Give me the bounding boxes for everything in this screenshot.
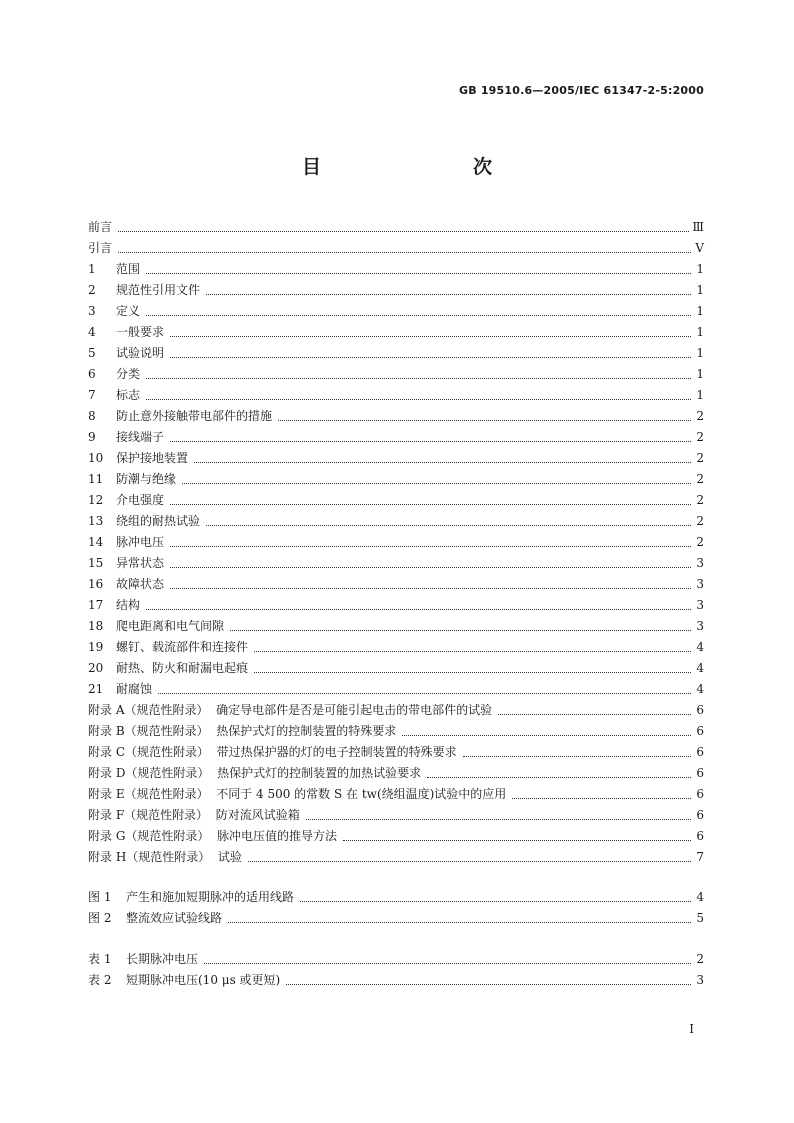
toc-entry-title — [88, 343, 164, 364]
toc-entry-number: 11 — [88, 472, 104, 486]
toc-entry[interactable] — [88, 763, 704, 784]
toc-entry-number: 12 — [88, 493, 104, 507]
dot-leader — [182, 482, 691, 484]
dot-leader — [286, 983, 691, 985]
dot-leader — [170, 545, 691, 547]
toc-entry-label: 附录 E（规范性附录） 不同于 4 500 的常数 S 在 tw(绕组温度)试验中的应用 — [88, 787, 507, 801]
toc-entry-page: 6 — [696, 724, 704, 738]
toc-entry-label: 结构 — [116, 598, 141, 612]
dot-leader — [194, 461, 691, 463]
toc-entry-page: 4 — [696, 890, 704, 904]
toc-entry[interactable] — [88, 280, 704, 301]
toc-entry-title — [88, 763, 421, 784]
toc-entry-page: 2 — [696, 952, 704, 966]
toc-entry-title — [88, 553, 164, 574]
toc-entry-label: 定义 — [116, 304, 141, 318]
toc-entry-number: 18 — [88, 619, 104, 633]
toc-entry-page: 4 — [696, 661, 704, 675]
dot-leader — [146, 398, 691, 400]
toc-entry-title — [88, 385, 140, 406]
toc-entry-label: 爬电距离和电气间隙 — [116, 619, 225, 633]
toc-entry[interactable] — [88, 490, 704, 511]
figure-list — [88, 887, 704, 929]
toc-entry[interactable] — [88, 847, 704, 868]
toc-entry-title — [88, 595, 140, 616]
dot-leader — [463, 755, 691, 757]
toc-entry-number: 2 — [88, 283, 96, 297]
toc-entry-label: 附录 D（规范性附录） 热保护式灯的控制装置的加热试验要求 — [88, 766, 422, 780]
toc-entry-number: 16 — [88, 577, 104, 591]
toc-entry-title — [88, 217, 112, 238]
dot-leader — [146, 314, 691, 316]
toc-entry-page: 4 — [696, 640, 704, 654]
toc-entry-number: 15 — [88, 556, 104, 570]
toc-entry-label: 试验说明 — [116, 346, 165, 360]
toc-entry-page: 2 — [696, 535, 704, 549]
toc-entry[interactable] — [88, 343, 704, 364]
toc-entry-title — [88, 301, 140, 322]
dot-leader — [170, 440, 691, 442]
toc-entry-page: Ⅴ — [695, 241, 704, 255]
toc-entry-label: 耐腐蚀 — [116, 682, 153, 696]
toc-entry[interactable] — [88, 448, 704, 469]
dot-leader — [300, 900, 691, 902]
toc-entry-title — [88, 448, 188, 469]
dot-leader — [512, 797, 691, 799]
dot-leader — [170, 566, 691, 568]
toc-entry[interactable] — [88, 322, 704, 343]
toc-entry-title — [88, 637, 248, 658]
dot-leader — [170, 587, 691, 589]
toc-entry-page: 3 — [696, 577, 704, 591]
dot-leader — [118, 251, 691, 253]
toc-entry-label: 故障状态 — [116, 577, 165, 591]
toc-entry-page: 2 — [696, 409, 704, 423]
toc-entry-number: 图 1 — [88, 890, 112, 904]
table-entry[interactable] — [88, 949, 704, 970]
toc-entry-title — [88, 427, 164, 448]
toc-entry-page: 1 — [696, 367, 704, 381]
dot-leader — [248, 860, 691, 862]
toc-entry-label: 长期脉冲电压 — [126, 952, 199, 966]
toc-entry-page: 2 — [696, 430, 704, 444]
toc-list — [88, 217, 704, 868]
page-number: I — [689, 1022, 694, 1036]
toc-entry[interactable] — [88, 259, 704, 280]
toc-entry-label: 防潮与绝缘 — [116, 472, 177, 486]
toc-entry-number: 3 — [88, 304, 96, 318]
toc-entry[interactable] — [88, 238, 704, 259]
toc-entry[interactable] — [88, 805, 704, 826]
toc-entry-page: 1 — [696, 283, 704, 297]
toc-entry[interactable] — [88, 637, 704, 658]
toc-entry-page: 2 — [696, 514, 704, 528]
toc-entry[interactable] — [88, 364, 704, 385]
dot-leader — [402, 734, 691, 736]
toc-entry-page: 1 — [696, 388, 704, 402]
toc-entry-number: 5 — [88, 346, 96, 360]
toc-entry-title — [88, 490, 164, 511]
toc-entry-number: 8 — [88, 409, 96, 423]
dot-leader — [278, 419, 691, 421]
toc-entry-title — [88, 784, 506, 805]
toc-entry-title — [88, 721, 396, 742]
toc-entry-number: 14 — [88, 535, 104, 549]
toc-entry-page: 3 — [696, 556, 704, 570]
toc-entry-label: 附录 G（规范性附录） 脉冲电压值的推导方法 — [88, 829, 338, 843]
toc-entry[interactable] — [88, 616, 704, 637]
toc-entry-page: 3 — [696, 598, 704, 612]
toc-entry[interactable] — [88, 679, 704, 700]
toc-entry-label: 范围 — [116, 262, 141, 276]
toc-entry-title — [88, 887, 294, 908]
toc-entry-title — [88, 469, 176, 490]
toc-entry-label: 脉冲电压 — [116, 535, 165, 549]
dot-leader — [343, 839, 691, 841]
toc-entry-number: 7 — [88, 388, 96, 402]
toc-entry-page: 6 — [696, 829, 704, 843]
toc-entry-label: 耐热、防火和耐漏电起痕 — [116, 661, 249, 675]
toc-entry-title — [88, 532, 164, 553]
toc-entry-page: 3 — [696, 619, 704, 633]
toc-entry-label: 绕组的耐热试验 — [116, 514, 201, 528]
toc-entry[interactable] — [88, 658, 704, 679]
toc-entry[interactable] — [88, 742, 704, 763]
toc-entry-page: 6 — [696, 766, 704, 780]
toc-entry[interactable] — [88, 553, 704, 574]
toc-entry-page: 6 — [696, 787, 704, 801]
toc-entry-number: 20 — [88, 661, 104, 675]
table-entry[interactable] — [88, 970, 704, 991]
dot-leader — [146, 608, 691, 610]
toc-entry[interactable] — [88, 826, 704, 847]
toc-entry[interactable] — [88, 511, 704, 532]
toc-entry-title — [88, 679, 152, 700]
dot-leader — [204, 962, 691, 964]
toc-entry-label: 介电强度 — [116, 493, 165, 507]
toc-entry-label: 附录 B（规范性附录） 热保护式灯的控制装置的特殊要求 — [88, 724, 397, 738]
dot-leader — [228, 921, 691, 923]
dot-leader — [254, 671, 691, 673]
toc-entry[interactable] — [88, 427, 704, 448]
toc-entry-label: 螺钉、载流部件和连接件 — [116, 640, 249, 654]
toc-entry-label: 产生和施加短期脉冲的适用线路 — [126, 890, 295, 904]
dot-leader — [170, 356, 691, 358]
toc-entry-title — [88, 406, 272, 427]
toc-entry[interactable] — [88, 595, 704, 616]
toc-entry[interactable] — [88, 469, 704, 490]
dot-leader — [170, 335, 691, 337]
toc-entry-page: 1 — [696, 262, 704, 276]
dot-leader — [498, 713, 691, 715]
toc-entry-label: 规范性引用文件 — [116, 283, 201, 297]
toc-entry-number: 4 — [88, 325, 96, 339]
toc-entry-page: 5 — [696, 911, 704, 925]
toc-entry-page: 2 — [696, 472, 704, 486]
toc-entry-number: 表 2 — [88, 973, 112, 987]
toc-entry-number: 19 — [88, 640, 104, 654]
toc-entry-title — [88, 616, 224, 637]
toc-entry-title — [88, 805, 300, 826]
toc-entry-page: 1 — [696, 346, 704, 360]
toc-entry[interactable] — [88, 700, 704, 721]
toc-entry-number: 图 2 — [88, 911, 112, 925]
dot-leader — [254, 650, 691, 652]
toc-entry[interactable] — [88, 721, 704, 742]
toc-entry-label: 标志 — [116, 388, 141, 402]
toc-entry-title — [88, 574, 164, 595]
toc-entry-page: 2 — [696, 493, 704, 507]
toc-entry[interactable] — [88, 784, 704, 805]
toc-entry-page: 6 — [696, 745, 704, 759]
toc-entry-page: 6 — [696, 703, 704, 717]
toc-entry-title — [88, 364, 140, 385]
toc-entry-label: 异常状态 — [116, 556, 165, 570]
toc-entry-label: 保护接地装置 — [116, 451, 189, 465]
toc-entry-label: 整流效应试验线路 — [126, 911, 223, 925]
toc-entry-number: 6 — [88, 367, 96, 381]
toc-entry[interactable] — [88, 532, 704, 553]
toc-entry-page: 7 — [696, 850, 704, 864]
toc-entry[interactable] — [88, 217, 704, 238]
toc-entry-title — [88, 949, 198, 970]
toc-entry-title — [88, 908, 222, 929]
toc-entry-number: 13 — [88, 514, 104, 528]
table-list — [88, 949, 704, 991]
dot-leader — [146, 272, 691, 274]
toc-entry-number: 9 — [88, 430, 96, 444]
toc-entry-title — [88, 511, 200, 532]
toc-entry-label: 附录 C（规范性附录） 带过热保护器的灯的电子控制装置的特殊要求 — [88, 745, 457, 759]
dot-leader — [118, 230, 689, 232]
toc-entry-page: 3 — [696, 973, 704, 987]
dot-leader — [230, 629, 691, 631]
toc-entry-title — [88, 826, 337, 847]
toc-entry-number: 21 — [88, 682, 104, 696]
toc-entry-label: 前言 — [88, 220, 113, 234]
dot-leader — [427, 776, 691, 778]
toc-entry-title — [88, 970, 280, 991]
toc-entry-page: Ⅲ — [692, 220, 704, 234]
toc-entry-title — [88, 700, 492, 721]
toc-entry-label: 一般要求 — [116, 325, 165, 339]
toc-title: 目 次 — [301, 156, 530, 178]
toc-entry-title — [88, 742, 457, 763]
toc-entry-label: 附录 H（规范性附录） 试验 — [88, 850, 242, 864]
dot-leader — [206, 524, 691, 526]
toc-entry-title — [88, 847, 242, 868]
dot-leader — [306, 818, 691, 820]
toc-entry-page: 1 — [696, 304, 704, 318]
toc-entry[interactable] — [88, 406, 704, 427]
toc-entry-number: 17 — [88, 598, 104, 612]
dot-leader — [146, 377, 691, 379]
toc-entry[interactable] — [88, 574, 704, 595]
dot-leader — [170, 503, 691, 505]
toc-entry-number: 1 — [88, 262, 96, 276]
toc-entry-number: 表 1 — [88, 952, 112, 966]
toc-entry-page: 1 — [696, 325, 704, 339]
toc-entry-title — [88, 280, 200, 301]
toc-entry-title — [88, 322, 164, 343]
toc-entry-number: 10 — [88, 451, 104, 465]
toc-entry[interactable] — [88, 301, 704, 322]
dot-leader — [206, 293, 691, 295]
figure-entry[interactable] — [88, 887, 704, 908]
toc-entry-label: 短期脉冲电压(10 μs 或更短) — [126, 973, 281, 987]
toc-entry-title — [88, 259, 140, 280]
toc-entry-title — [88, 658, 248, 679]
toc-entry-label: 引言 — [88, 241, 113, 255]
toc-entry-page: 2 — [696, 451, 704, 465]
standard-code: GB 19510.6—2005/IEC 61347-2-5:2000 — [458, 84, 704, 97]
toc-entry-label: 附录 A（规范性附录） 确定导电部件是否是可能引起电击的带电部件的试验 — [88, 703, 493, 717]
dot-leader — [158, 692, 691, 694]
toc-entry-title — [88, 238, 112, 259]
toc-entry-label: 分类 — [116, 367, 141, 381]
toc-entry-label: 附录 F（规范性附录） 防对流风试验箱 — [88, 808, 300, 822]
toc-entry-label: 防止意外接触带电部件的措施 — [116, 409, 273, 423]
figure-entry[interactable] — [88, 908, 704, 929]
toc-entry-page: 6 — [696, 808, 704, 822]
toc-entry[interactable] — [88, 385, 704, 406]
toc-entry-page: 4 — [696, 682, 704, 696]
toc-entry-label: 接线端子 — [116, 430, 165, 444]
